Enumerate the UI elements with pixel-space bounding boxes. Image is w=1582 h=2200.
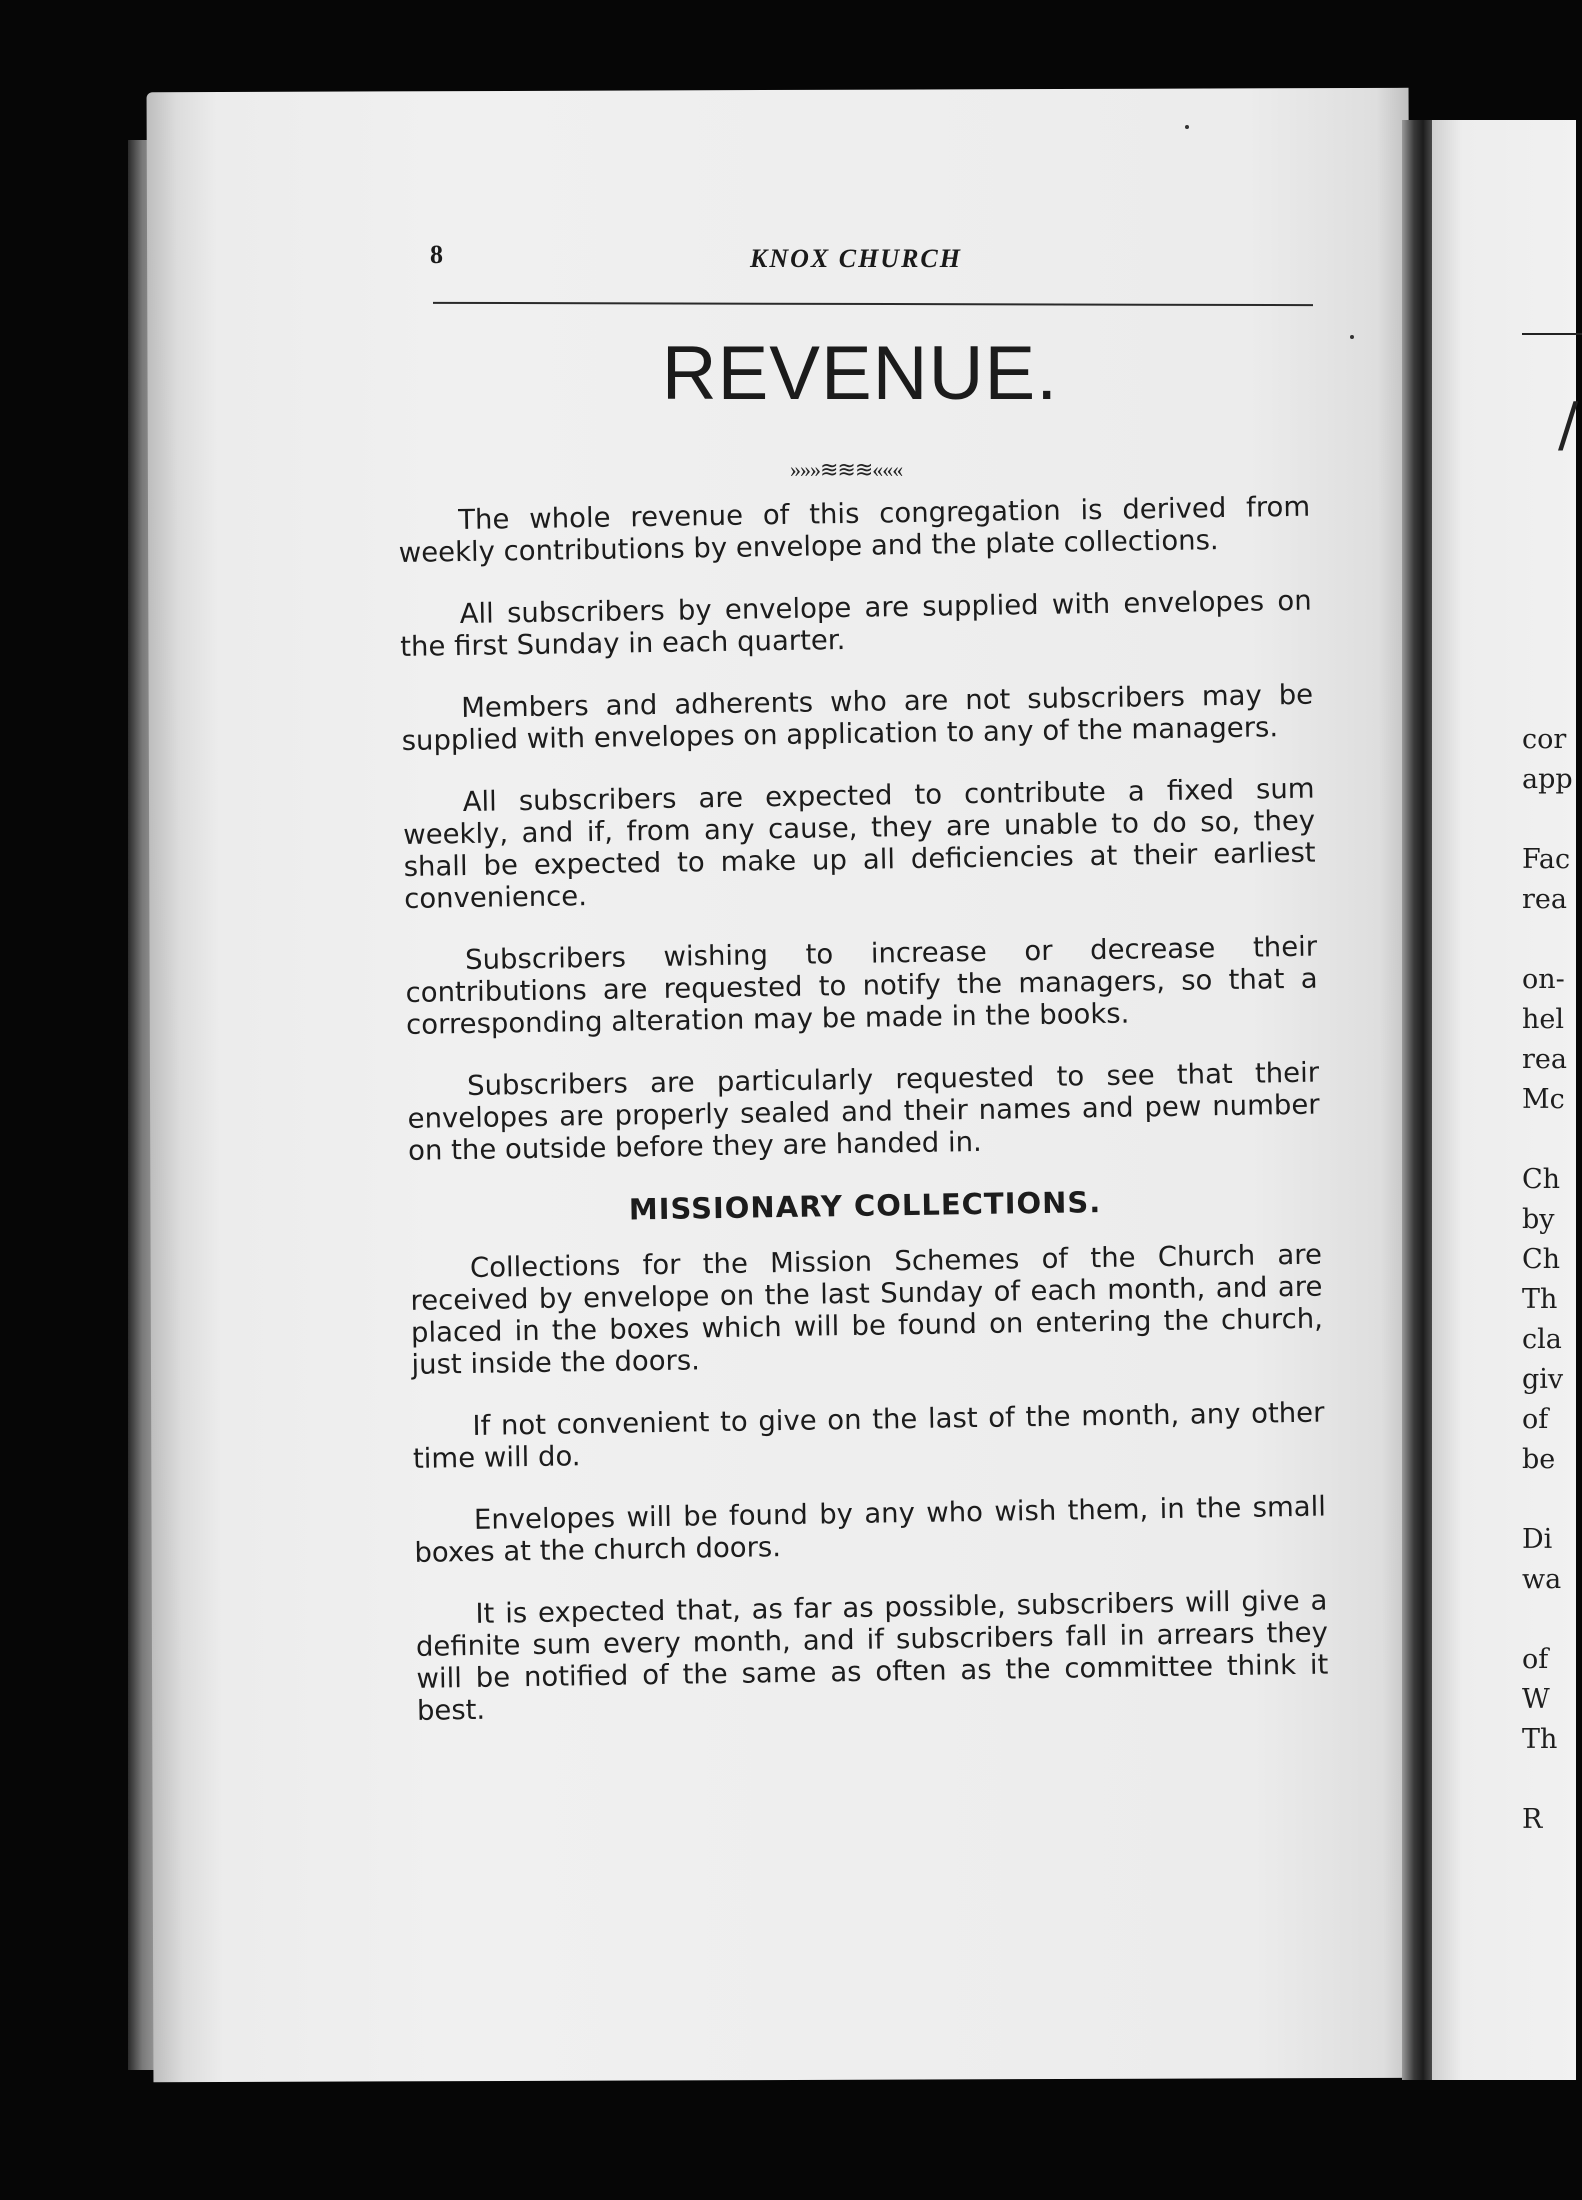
paragraph: Envelopes will be found by any who wish them, in the small boxes at the church doors. bbox=[414, 1490, 1327, 1569]
page-title: REVENUE. bbox=[661, 331, 1059, 416]
right-page-title-fragment: / bbox=[1558, 390, 1579, 460]
text-fragment: rea bbox=[1522, 884, 1567, 915]
text-fragment bbox=[1522, 1480, 1582, 1520]
text-fragment: Di bbox=[1522, 1524, 1553, 1555]
text-fragment: cor bbox=[1522, 724, 1567, 755]
text-fragment: by bbox=[1522, 1204, 1555, 1235]
text-fragment: cla bbox=[1522, 1324, 1562, 1355]
text-fragment: hel bbox=[1522, 1004, 1565, 1035]
paragraph: All subscribers by envelope are supplied with envelopes on the first Sunday in each quarter. bbox=[399, 584, 1312, 663]
paper-speck bbox=[1350, 335, 1354, 339]
paragraph: Collections for the Mission Schemes of the Church are received by envelope on the last Sunday of each month, and are placed in the boxes which will be found on entering the church, just inside the doors. bbox=[410, 1238, 1324, 1381]
text-fragment: of bbox=[1522, 1644, 1549, 1675]
text-fragment: Th bbox=[1522, 1724, 1558, 1755]
body-text bbox=[398, 491, 1330, 1757]
text-fragment: app bbox=[1522, 764, 1573, 795]
text-fragment bbox=[1522, 1120, 1582, 1160]
text-fragment: giv bbox=[1522, 1364, 1564, 1395]
text-fragment: W bbox=[1522, 1684, 1550, 1715]
ornament-divider: »»»≋≋≋««« bbox=[790, 457, 903, 482]
right-page-rule bbox=[1522, 333, 1582, 335]
text-fragment: Th bbox=[1522, 1284, 1558, 1315]
book-gutter bbox=[1402, 120, 1432, 2080]
text-fragment bbox=[1522, 800, 1582, 840]
text-fragment: R bbox=[1522, 1804, 1543, 1835]
paragraph: Members and adherents who are not subscribers may be supplied with envelopes on application to any of the managers. bbox=[401, 678, 1314, 757]
text-fragment bbox=[1522, 1600, 1582, 1640]
paragraph: The whole revenue of this congregation is derived from weekly contributions by envelope and the plate collections. bbox=[398, 490, 1311, 569]
text-fragment: Ch bbox=[1522, 1244, 1561, 1275]
paragraph: It is expected that, as far as possible, subscribers will give a definite sum every month, and if subscribers fall in arrears they will be notified of the same as often as the committee think it best. bbox=[415, 1584, 1329, 1727]
running-title: KNOX CHURCH bbox=[750, 244, 962, 273]
right-page-text bbox=[1522, 720, 1582, 1840]
page-header bbox=[430, 240, 1310, 280]
text-fragment: be bbox=[1522, 1444, 1556, 1475]
paper-speck bbox=[1185, 125, 1189, 129]
text-fragment bbox=[1522, 1760, 1582, 1800]
text-fragment: on- bbox=[1522, 964, 1565, 995]
text-fragment: Ch bbox=[1522, 1164, 1561, 1195]
text-fragment: Fac bbox=[1522, 844, 1571, 875]
page-number: 8 bbox=[430, 240, 443, 269]
paragraph: If not convenient to give on the last of the month, any other time will do. bbox=[412, 1396, 1325, 1475]
paragraph: All subscribers are expected to contribute a fixed sum weekly, and if, from any cause, they are unable to do so, they shall be expected to make up all deficiencies at their earliest convenience. bbox=[402, 772, 1316, 915]
text-fragment: of bbox=[1522, 1404, 1549, 1435]
text-fragment: rea bbox=[1522, 1044, 1567, 1075]
paragraph: Subscribers are particularly requested to see that their envelopes are properly sealed and their names and pew number on the outside before they are handed in. bbox=[407, 1056, 1320, 1167]
paragraph: Subscribers wishing to increase or decrease their contributions are requested to notify the managers, so that a corresponding alteration may be made in the books. bbox=[405, 930, 1318, 1041]
section-heading: MISSIONARY COLLECTIONS. bbox=[628, 1185, 1102, 1227]
text-fragment: Mc bbox=[1522, 1084, 1565, 1115]
text-fragment: wa bbox=[1522, 1564, 1562, 1595]
text-fragment bbox=[1522, 920, 1582, 960]
